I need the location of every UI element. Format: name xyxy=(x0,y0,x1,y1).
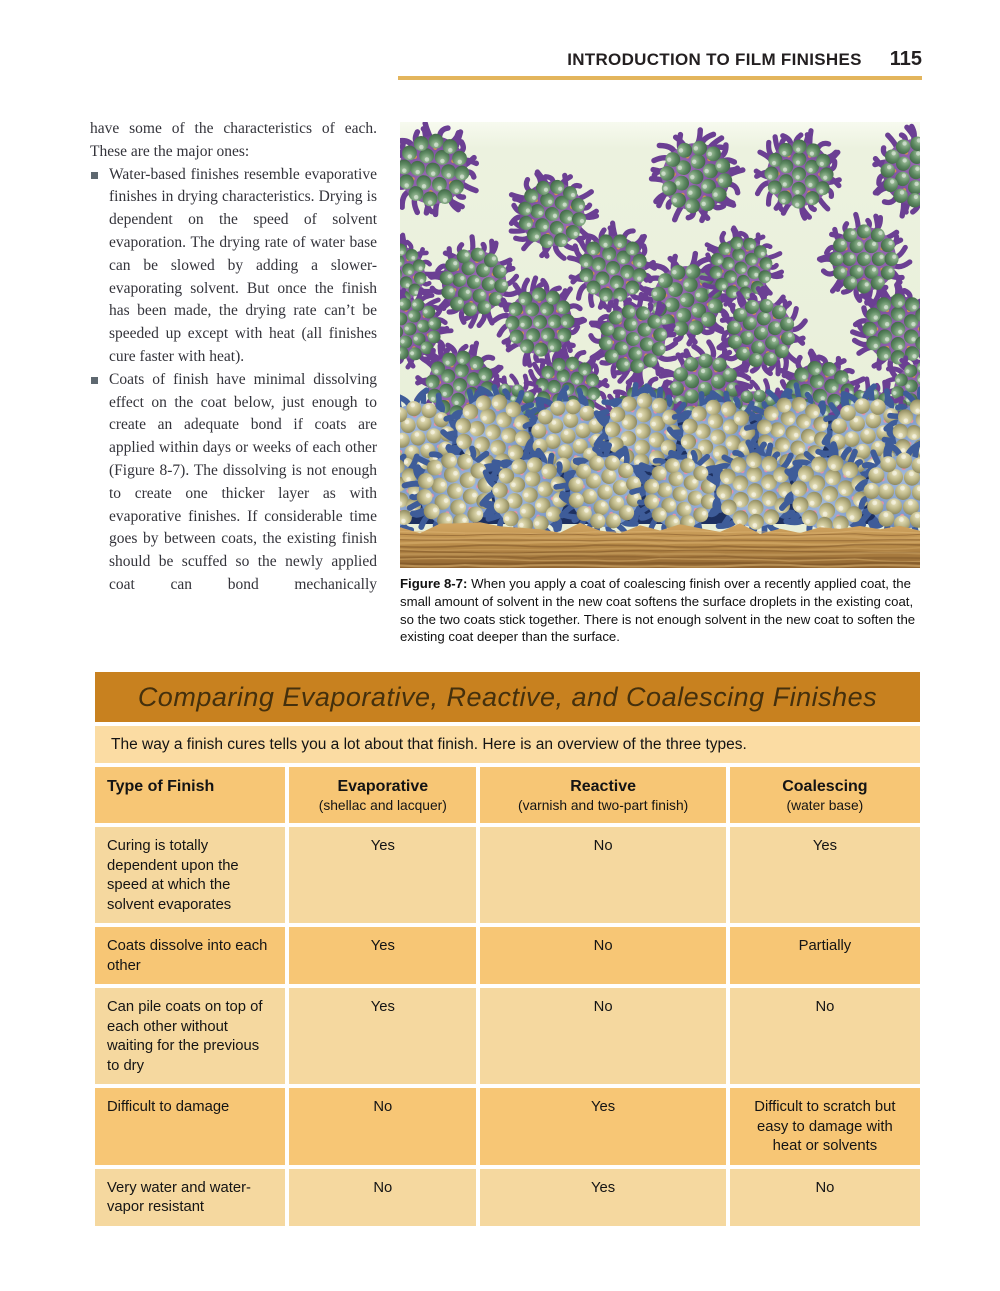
table-grid xyxy=(95,767,920,1226)
feature-cell: Can pile coats on top of each other without waiting for the previous to dry xyxy=(95,988,285,1084)
column-sublabel: (shellac and lacquer) xyxy=(318,798,447,813)
column-sublabel: (varnish and two-part finish) xyxy=(517,798,689,813)
column-label: Type of Finish xyxy=(107,778,215,795)
header-rule xyxy=(398,76,922,80)
table-title-banner: Comparing Evaporative, Reactive, and Coalescing Finishes xyxy=(95,672,920,722)
column-header xyxy=(480,767,725,823)
page-header xyxy=(398,48,922,80)
value-cell: Difficult to scratch but easy to damage with heat or solvents xyxy=(730,1088,920,1165)
running-head: INTRODUCTION TO FILM FINISHES xyxy=(567,50,862,69)
value-cell: Yes xyxy=(480,1088,725,1165)
column-header xyxy=(95,767,285,823)
value-cell: No xyxy=(480,827,725,923)
running-head-line xyxy=(398,48,922,71)
intro-paragraph: have some of the characteristics of each. These are the major ones: xyxy=(90,120,377,160)
column-label: Coalescing xyxy=(782,778,868,795)
column-header xyxy=(289,767,476,823)
feature-cell: Difficult to damage xyxy=(95,1088,285,1165)
value-cell: Yes xyxy=(289,827,476,923)
value-cell: No xyxy=(289,1169,476,1226)
value-cell: No xyxy=(480,988,725,1084)
column-header xyxy=(730,767,920,823)
bullet-item: Water-based finishes resemble evaporative finishes in drying characteristics. Drying is dependent on the speed of solvent evaporation. The drying rate of water base can be slowed by adding a slower-evaporating solvent. But once the finish has been made, the drying rate can’t be speeded up except with heat (all finishes cure faster with heat). xyxy=(90,164,377,369)
value-cell: No xyxy=(480,927,725,984)
caption-text: When you apply a coat of coalescing finish over a recently applied coat, the small amount of solvent in the new coat softens the surface droplets in the existing coat, so the two coats stick together. There is not enough solvent in the new coat to soften the existing coat deeper than the surface. xyxy=(400,576,916,645)
figure-column xyxy=(400,122,920,646)
figure-8-7-illustration xyxy=(400,122,920,568)
feature-cell: Curing is totally dependent upon the speed at which the solvent evaporates xyxy=(95,827,285,923)
caption-label: Figure 8-7: xyxy=(400,576,468,591)
column-sublabel: (water base) xyxy=(786,798,864,813)
value-cell: No xyxy=(289,1088,476,1165)
body-text-column xyxy=(90,118,377,650)
value-cell: Partially xyxy=(730,927,920,984)
bullet-item: Coats of finish have minimal dissolving effect on the coat below, just enough to create an adequate bond if coats are applied within days or weeks of each other (Figure 8-7). The dissolving is not enough to create one thicker layer as with evaporative finishes. If considerable time goes by between coats, the existing finish should be scuffed so the newly applied coat can bond mechanically xyxy=(90,369,377,597)
column-label: Reactive xyxy=(570,778,637,795)
page-number: 115 xyxy=(889,48,922,70)
feature-cell: Coats dissolve into each other xyxy=(95,927,285,984)
column-label: Evaporative xyxy=(337,778,429,795)
value-cell: Yes xyxy=(289,927,476,984)
value-cell: No xyxy=(730,1169,920,1226)
bullet-list xyxy=(90,164,377,597)
value-cell: Yes xyxy=(480,1169,725,1226)
comparison-table xyxy=(95,672,920,1226)
figure-caption xyxy=(400,575,920,646)
value-cell: Yes xyxy=(289,988,476,1084)
value-cell: No xyxy=(730,988,920,1084)
table-subtitle: The way a finish cures tells you a lot about that finish. Here is an overview of the three types. xyxy=(95,726,920,763)
value-cell: Yes xyxy=(730,827,920,923)
feature-cell: Very water and water-vapor resistant xyxy=(95,1169,285,1226)
